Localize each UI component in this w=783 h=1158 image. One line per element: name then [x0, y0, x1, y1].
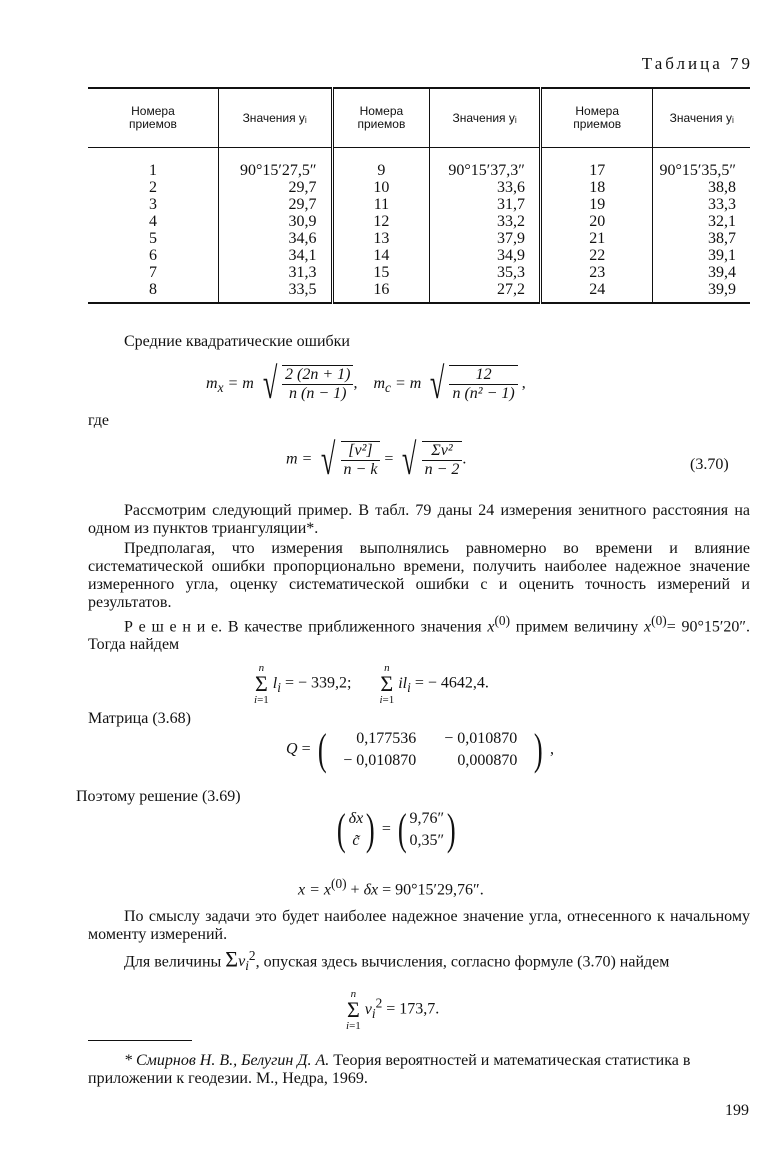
header-cell: Номера приемов [540, 88, 652, 148]
footnote-rule [88, 1040, 192, 1041]
dx-value: 9,76″ [409, 810, 445, 827]
header-cell: Номера приемов [88, 88, 218, 148]
q21: − 0,010870 [343, 752, 417, 769]
table-cell: 20 [540, 213, 652, 230]
table-cell: 9 [332, 148, 430, 180]
table-cell: 38,8 [653, 179, 750, 196]
table-cell: 21 [540, 230, 652, 247]
table-cell: 35,3 [430, 264, 541, 281]
values-text-b: , опуская здесь вычисления, согласно формуле (3.70) найдем [255, 953, 670, 971]
table-cell: 29,7 [218, 179, 332, 196]
solution-text-b: примем величину [515, 618, 639, 636]
solution-text-a: Р е ш е н и е. В качестве приближенного значения [124, 618, 482, 636]
x-result: $x = x^{(0)} + \delta x = 90^\circ 15'29,76''$. [298, 876, 484, 899]
table-row [88, 281, 750, 303]
table-row [88, 213, 750, 230]
table-cell: 23 [540, 264, 652, 281]
page-number: 199 [725, 1102, 749, 1119]
table-cell: 33,2 [430, 213, 541, 230]
paragraph-example: Рассмотрим следующий пример. В табл. 79 даны 24 измерения зенитного расстояния на одном из пунктов триангуляции*. [88, 502, 750, 537]
paragraph-assumption: Предполагая, что измерения выполнялись равномерно во времени и влияние систематической ошибки пропорционально времени, получить наиболее надежное значение измеренного угла, оценку систематической ошибки c и оценить точность измерений и результатов. [88, 540, 750, 611]
table-cell: 39,1 [653, 247, 750, 264]
table-cell: 11 [332, 196, 430, 213]
table-cell: 31,3 [218, 264, 332, 281]
table-cell: 15 [332, 264, 430, 281]
table-cell: 90°15′27,5″ [218, 148, 332, 180]
table-cell: 17 [540, 148, 652, 180]
gde-label: где [88, 412, 110, 429]
table-row [88, 264, 750, 281]
table-cell: 1 [148, 162, 157, 179]
table-cell: 90°15′37,3″ [430, 148, 541, 180]
table-cell: 37,9 [430, 230, 541, 247]
q11: 0,177536 [356, 730, 417, 747]
table-cell: 32,1 [653, 213, 750, 230]
table-cell: 8 [88, 281, 218, 303]
table-row [88, 230, 750, 247]
table-cell: 33,5 [218, 281, 332, 303]
table-row [88, 247, 750, 264]
table-cell: 6 [148, 247, 157, 264]
q12: − 0,010870 [444, 730, 518, 747]
equation-number: (3.70) [690, 456, 729, 473]
table-cell: 2 [148, 179, 157, 196]
table-header-row [88, 88, 750, 148]
paragraph-solution: Р е ш е н и е. В качестве приближенного значения $x^{(0)}$ примем величину $x^{(0)}= 90^\circ 15'20''$. Тогда найдем [88, 613, 751, 654]
poetomu-label: Поэтому решение (3.69) [76, 788, 241, 805]
table-cell: 3 [148, 196, 157, 213]
header-cell: Номера приемов [332, 88, 430, 148]
matrix-q: Q = ( 0,177536 − 0,010870 − 0,010870 0,000870 ) , [286, 725, 554, 774]
table-cell: 33,6 [430, 179, 541, 196]
table-cell: 90°15′35,5″ [653, 148, 750, 180]
footnote [88, 1052, 750, 1088]
paragraph-meaning: По смыслу задачи это будет наиболее надежное значение угла, отнесенного к начальному моменту измерений. [88, 908, 750, 943]
table-cell: 10 [332, 179, 430, 196]
sum-v2-value: = 173,7. [386, 1000, 440, 1018]
table-row [88, 148, 750, 180]
paragraph-values: Для величины $\Sigma v_i^2$, опуская здесь вычисления, согласно формуле (3.70) найдем [124, 946, 670, 974]
table-cell: 4 [148, 213, 157, 230]
table-cell: 5 [148, 230, 157, 247]
matrica-label: Матрица (3.68) [88, 710, 191, 727]
header-cell: Значения yᵢ [653, 88, 750, 148]
sum-v2-formula: n Σ i=1 $v_i^2 = 173,7$. [346, 988, 440, 1032]
table-cell: 13 [332, 230, 430, 247]
formula-mx-mc: $m_x = m$ √ $\frac{2 (2n + 1)}{n (n - 1)}$ , $m_c = m$ √ $\frac{12}{\text{n (n² − 1)}}$ , [206, 359, 526, 408]
table-cell: 7 [148, 264, 157, 281]
table-row [88, 196, 750, 213]
header-cell: Значения yᵢ [430, 88, 541, 148]
table-cell: 38,7 [653, 230, 750, 247]
sum-li-value: = − 339,2; [284, 674, 352, 692]
q22: 0,000870 [457, 752, 518, 769]
table-cell: 30,9 [218, 213, 332, 230]
x-result-value: = 90°15′29,76″. [382, 881, 484, 899]
footnote-rest: Теория вероятностей и математическая статистика в приложении к геодезии. М., Недра, 1969. [88, 1052, 691, 1087]
table-cell: 39,9 [653, 281, 750, 303]
table-row [88, 179, 750, 196]
table-cell: 14 [332, 247, 430, 264]
table-cell: 34,6 [218, 230, 332, 247]
table-cell: 19 [540, 196, 652, 213]
table-cell: 16 [332, 281, 430, 303]
formula-m: m = √ $\frac{\text{[v²]}}{n - k}$ = √ $\frac{\text{Σv²}}{n - 2}$ . [286, 435, 467, 484]
sum-ili-value: = − 4642,4. [414, 674, 489, 692]
table-cell: 18 [540, 179, 652, 196]
values-text-a: Для величины [124, 953, 222, 971]
solution-vector: ( δx c̃ ) = ( 9,76″ 0,35″) [336, 805, 456, 854]
table-cell: 31,7 [430, 196, 541, 213]
measurements-table [88, 87, 750, 304]
table-cell: 34,9 [430, 247, 541, 264]
table-cell: 27,2 [430, 281, 541, 303]
header-cell: Значения yᵢ [218, 88, 332, 148]
solution-text-c: = 90°15′20″. Тогда найдем [88, 618, 751, 654]
sums-formula: n Σ i=1 $l_i$ = − 339,2; n Σ i=1 $il_i$ = − 4642,4. [254, 662, 489, 706]
c-value: 0,35″ [409, 832, 445, 849]
table-caption: Таблица 79 [641, 54, 753, 73]
table-cell: 12 [332, 213, 430, 230]
table-cell: 33,3 [653, 196, 750, 213]
table-cell: 29,7 [218, 196, 332, 213]
srednie-label: Средние квадратические ошибки [124, 333, 350, 350]
table-cell: 34,1 [218, 247, 332, 264]
table-cell: 24 [540, 281, 652, 303]
footnote-authors: * Смирнов Н. В., Белугин Д. А. [124, 1052, 330, 1069]
table-cell: 22 [540, 247, 652, 264]
table-cell: 39,4 [653, 264, 750, 281]
